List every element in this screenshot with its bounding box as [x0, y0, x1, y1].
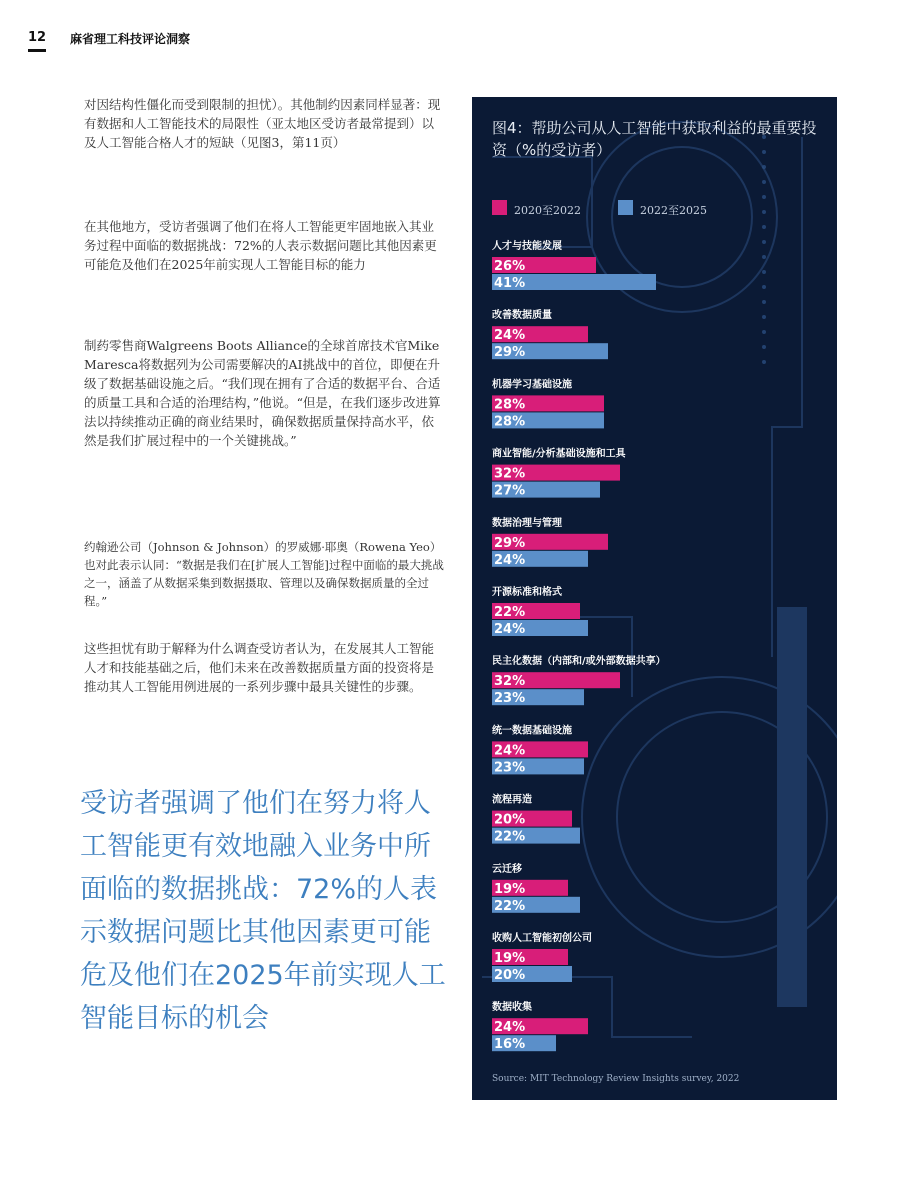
data-label: 23%	[494, 691, 526, 707]
data-label: 29%	[494, 345, 526, 361]
category-label: 民主化数据（内部和/或外部数据共享）	[492, 656, 666, 668]
data-label: 41%	[494, 276, 526, 291]
bar-chart	[472, 97, 837, 1100]
pull-quote: 受访者强调了他们在努力将人工智能更有效地融入业务中所面临的数据挑战：72%的人表示数据问题比其他因素更可能危及他们在2025年前实现人工智能目标的机会	[80, 788, 446, 1034]
chart-panel	[472, 97, 837, 1100]
body-paragraph-4: 约翰逊公司（Johnson & Johnson）的罗威娜·耶奥（Rowena Yeo）也对此表示认同：“数据是我们在[扩展人工智能]过程中面临的最大挑战之一，涵盖了从数据采集到数据摄取、管理以及确保数据质量的全过程。”	[84, 540, 444, 608]
data-label: 20%	[494, 968, 526, 983]
data-label: 20%	[494, 812, 526, 828]
data-label: 24%	[494, 328, 526, 344]
page-number-rule	[28, 49, 46, 52]
category-label: 收购人工智能初创公司	[492, 933, 592, 944]
category-label: 云迁移	[492, 863, 522, 875]
data-label: 24%	[494, 622, 526, 637]
category-label: 流程再造	[492, 794, 532, 806]
category-label: 数据治理与管理	[492, 517, 562, 529]
data-label: 29%	[494, 535, 526, 551]
data-label: 19%	[494, 881, 526, 897]
data-label: 24%	[494, 1020, 526, 1036]
data-label: 24%	[494, 552, 526, 568]
category-label: 统一数据基础设施	[492, 725, 572, 737]
page-number: 12	[28, 30, 47, 45]
body-paragraph-3: 制药零售商Walgreens Boots Alliance的全球首席技术官Mike Maresca将数据列为公司需要解决的AI挑战中的首位，即便在升级了数据基础设施之后。“我们现在拥有了合适的数据平台、合适的质量工具和合适的治理结构，”他说。“但是，在我们逐步改进算法以持续推动正确的商业结果时，确保数据质量保持高水平，依然是我们扩展过程中的一个关键挑战。”	[84, 338, 441, 448]
data-label: 28%	[494, 397, 526, 413]
category-label: 机器学习基础设施	[492, 379, 572, 391]
data-label: 23%	[494, 760, 526, 776]
category-label: 改善数据质量	[492, 310, 552, 322]
data-label: 24%	[494, 743, 526, 759]
data-label: 22%	[494, 829, 526, 845]
category-label: 数据收集	[492, 1002, 532, 1014]
category-label: 开源标准和格式	[492, 587, 562, 598]
data-label: 22%	[494, 605, 526, 620]
legend-label-2022: 2022至2025	[640, 204, 707, 217]
category-label: 人才与技能发展	[492, 241, 562, 252]
data-label: 26%	[494, 259, 526, 274]
body-paragraph-2: 在其他地方，受访者强调了他们在将人工智能更牢固地嵌入其业务过程中面临的数据挑战：72%的人表示数据问题比其他因素更可能危及他们在2025年前实现人工智能目标的能力	[84, 219, 437, 272]
chart-title: 图4：帮助公司从人工智能中获取利益的最重要投资（%的受访者）	[492, 119, 817, 159]
data-label: 32%	[494, 674, 526, 690]
data-label: 27%	[494, 483, 526, 499]
data-label: 22%	[494, 898, 526, 914]
data-label: 16%	[494, 1037, 526, 1053]
data-label: 32%	[494, 466, 526, 482]
data-label: 19%	[494, 951, 526, 966]
data-label: 28%	[494, 414, 526, 430]
publication-title: 麻省理工科技评论洞察	[70, 32, 191, 46]
legend-label-2020: 2020至2022	[514, 204, 581, 217]
body-paragraph-5: 这些担忧有助于解释为什么调查受访者认为，在发展其人工智能人才和技能基础之后，他们未来在改善数据质量方面的投资将是推动其人工智能用例进展的一系列步骤中最具关键性的步骤。	[84, 641, 435, 694]
category-label: 商业智能/分析基础设施和工具	[492, 448, 626, 460]
chart-source: Source: MIT Technology Review Insights survey, 2022	[492, 1074, 740, 1084]
body-paragraph-1: 对因结构性僵化而受到限制的担忧）。其他制约因素同样显著：现有数据和人工智能技术的局限性（亚太地区受访者最常提到）以及人工智能合格人才的短缺（见图3，第11页）	[84, 97, 441, 150]
